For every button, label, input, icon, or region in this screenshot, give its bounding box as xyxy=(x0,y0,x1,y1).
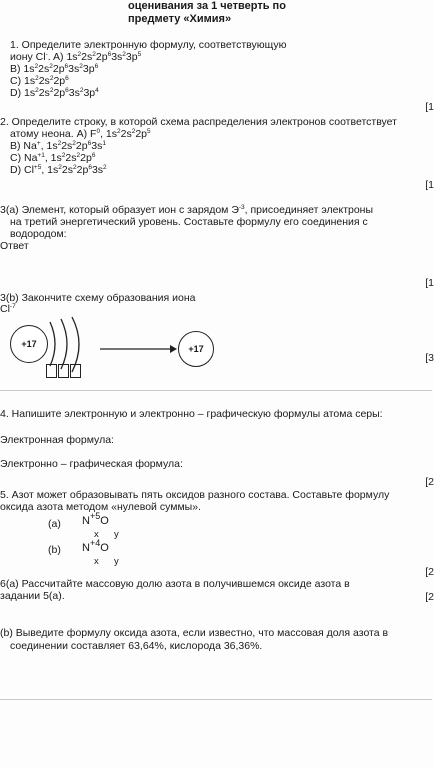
bottom-divider xyxy=(0,699,432,700)
q1-option-d: D) $1s^22s^22p^63s^23p^4$ xyxy=(10,87,99,99)
document-title-line2: предмету «Химия» xyxy=(128,13,232,25)
q1-text: 1. Определите электронную формулу, соответствующую xyxy=(10,39,287,51)
q3a-text-line2: на третий энергетический уровень. Составьте формулу его соединения с xyxy=(10,216,368,228)
q2-option-b: B) Na+, $1s^22s^22p^63s^1$ xyxy=(10,140,106,152)
q4-graphic-label: Электронно – графическая формула: xyxy=(0,458,183,470)
q2-option-a: атому неона. A) $F^0$, $1s^22s^22p^5$ xyxy=(10,128,151,140)
q2-option-d: D) $Cl^{+5}$, $1s^22s^22p^63s^2$ xyxy=(10,164,107,176)
q3a-text-line3: водородом: xyxy=(10,228,67,240)
q2-mark: [1 xyxy=(425,179,434,191)
q6a-mark: [2 xyxy=(425,591,434,603)
q5-a-index-x: x xyxy=(94,529,99,540)
q2-text: 2. Определите строку, в которой схема распределения электронов соответствует xyxy=(0,116,397,128)
q5-text: 5. Азот может образовывать пять оксидов разного состава. Составьте формулу xyxy=(0,489,390,501)
q4-text: 4. Напишите электронную и электронно – графическую формулы атома серы: xyxy=(0,408,383,420)
q3b-text: 3(b) Закончите схему образования иона xyxy=(0,292,196,304)
q5-b-index-x: x xyxy=(94,556,99,567)
q2-option-c: C) $Na^{+1}$, $1s^22s^22p^6$ xyxy=(10,152,96,164)
document-title-line1: оценивания за 1 четверть по xyxy=(128,0,286,12)
q5-a-index-y: y xyxy=(114,529,119,540)
q6a-text-line2: задании 5(a). xyxy=(0,590,65,602)
q5-option-a-label: (a) xyxy=(48,518,61,530)
q5-option-b-formula: $N^{+4}O$ xyxy=(82,538,109,554)
chloride-ion-nucleus xyxy=(178,331,214,367)
q6a-text: 6(a) Рассчитайте массовую долю азота в получившемся оксиде азота в xyxy=(0,578,350,590)
q5-b-index-y: y xyxy=(114,556,119,567)
nucleus-charge-right: +17 xyxy=(188,344,204,354)
orbital-cell-3 xyxy=(70,364,81,378)
q3a-text: 3(a) Элемент, который образует ион с зарядом $Э^{-3}$, присоединяет электроны xyxy=(0,204,374,216)
q3b-mark: [3 xyxy=(425,352,434,364)
q1-option-a: иону Cl-. A) $1s^22s^22p^63s^23p^5$ xyxy=(10,51,142,63)
q6b-text-line2: соединении составляет 63,64%, кислорода 36,36%. xyxy=(10,640,263,652)
q1-mark: [1 xyxy=(425,101,434,113)
q6b-text: (b) Выведите формулу оксида азота, если известно, что массовая доля азота в xyxy=(0,627,389,639)
q4-electronic-label: Электронная формула: xyxy=(0,434,114,446)
q1-option-c: C) $1s^22s^22p^6$ xyxy=(10,75,69,87)
q3a-answer-label: Ответ xyxy=(0,240,29,252)
q3a-mark: [1 xyxy=(425,277,434,289)
q5-option-b-label: (b) xyxy=(48,544,61,556)
section-divider xyxy=(0,390,432,391)
q1-option-b: B) $1s^22s^22p^63s^23p^6$ xyxy=(10,63,99,75)
q5-text-line2: оксида азота методом «нулевой суммы». xyxy=(0,501,201,513)
nucleus-charge-left: +17 xyxy=(21,339,37,349)
q5-option-a-formula: $N^{+5}O$ xyxy=(82,511,109,527)
orbital-cell-2 xyxy=(58,364,69,378)
q5-mark: [2 xyxy=(425,566,434,578)
orbital-cell-1 xyxy=(46,364,57,378)
chlorine-atom-nucleus xyxy=(10,325,48,363)
reaction-arrow-icon xyxy=(100,344,178,354)
q4-mark: [2 xyxy=(425,476,434,488)
q3b-ion: $Cl^{-7}$ xyxy=(0,303,16,315)
